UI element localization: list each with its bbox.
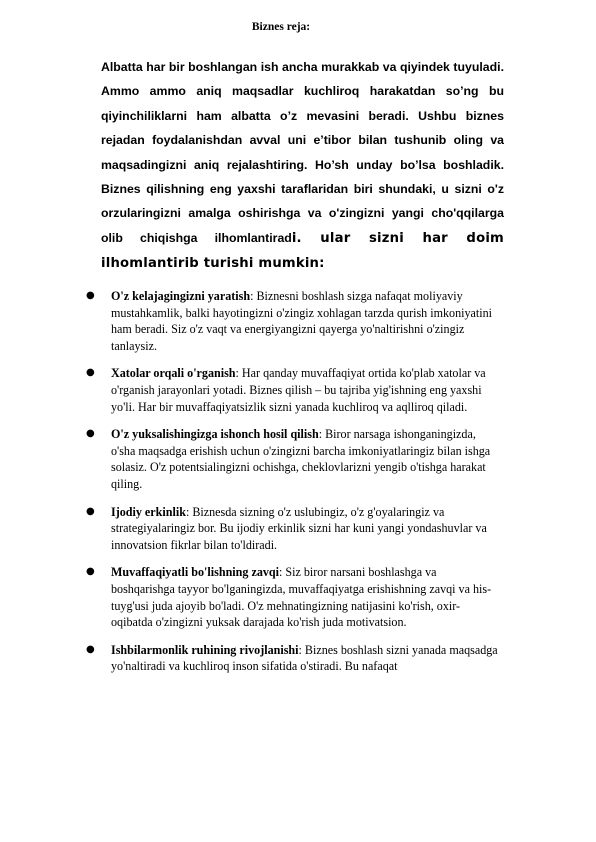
list-item bbox=[0, 365, 501, 415]
item-lead: Ishbilarmonlik ruhining rivojlanishi bbox=[111, 642, 299, 657]
list-item bbox=[0, 288, 501, 354]
intro-paragraph bbox=[101, 55, 504, 277]
bullet-icon: ● bbox=[86, 566, 95, 578]
item-text: : Har qanday muvaffaqiyat ortida ko'plab xatolar va o'rganish jarayonlari yotadi. Biznes qilish – bu tajriba yig'ishning eng yaxshi yo'li. Har bir muvaffaqiyatsizlik sizni yanada kuchliroq va aqlliroq qiladi. bbox=[111, 366, 486, 414]
bullet-icon: ● bbox=[86, 505, 95, 517]
list-item bbox=[0, 504, 501, 554]
item-lead: Muvaffaqiyatli bo'lishning zavqi bbox=[111, 565, 280, 580]
list-item bbox=[0, 564, 501, 630]
item-text: : Biror narsaga ishonganingizda, o'sha maqsadga erishish uchun o'zingizni barcha imkoniyatlaringiz bilan ishga solasiz. O'z potentsialingizni ochishga, cheklovlarizni yengib o'tishga harakat qiling. bbox=[111, 427, 491, 491]
bullet-icon: ● bbox=[86, 643, 95, 655]
item-lead: O'z yuksalishingizga ishonch hosil qilish bbox=[111, 427, 319, 442]
list-item bbox=[0, 426, 501, 492]
intro-tail-text: i. ular sizni har doim ilhomlantirib turishi mumkin: bbox=[101, 230, 504, 272]
bullet-list bbox=[0, 288, 596, 686]
intro-main-text: Albatta har bir boshlangan ish ancha murakkab va qiyindek tuyuladi. Ammo ammo aniq maqsadlar kuchliroq harakatdan so’ng bu qiyinchiliklarni ham albatta o’z mevasini beradi. Ushbu biznes rejadan foydalanishdan avval uni e’tibor bilan tushunib oling va maqsadingizni aniq rejalashtiring. Ho’sh unday bo’lsa boshladik. Biznes qilishning eng yaxshi taraflaridan biri shundaki, u sizni o'z orzularingizni amalga oshirishga va o'zingizni yangi cho'qqilarga olib chiqishga ilhomlantirad bbox=[101, 60, 504, 245]
bullet-icon: ● bbox=[86, 367, 95, 379]
list-item bbox=[0, 642, 501, 675]
item-lead: Ijodiy erkinlik bbox=[111, 504, 186, 519]
item-text: : Biznes boshlash sizni yanada maqsadga yo'naltiradi va kuchliroq inson sifatida o'stiradi. Bu nafaqat bbox=[111, 642, 498, 674]
bullet-icon: ● bbox=[86, 428, 95, 440]
document-title: Biznes reja: bbox=[251, 21, 311, 33]
item-lead: Xatolar orqali o'rganish bbox=[111, 366, 236, 381]
item-text: : Siz biror narsani boshlashga va boshqarishga tayyor bo'lganingizda, muvaffaqiyatga erishishning zavqi va his-tuyg'usi juda ajoyib bo'ladi. O'z mehnatingizning natijasini ko'rish, oxir-oqibatda o'zingizni yuksak darajada ko'rish juda motivatsion. bbox=[111, 565, 492, 630]
item-text: : Biznesda sizning o'z uslubingiz, o'z g'oyalaringiz va strategiyalaringiz bor. Bu ijodiy erkinlik sizni har kuni yangi yondashuvlar va innovatsion fikrlar bilan to'ldiradi. bbox=[111, 504, 487, 552]
bullet-icon: ● bbox=[86, 290, 95, 301]
item-text: : Biznesni boshlash sizga nafaqat moliyaviy mustahkamlik, balki hayotingizni o'zingiz xohlagan tarzda qurish imkoniyatini ham beradi. Siz o'z vaqt va energiyangizni qayerga yo'naltirishni o'zingiz tanlaysiz. bbox=[111, 289, 493, 353]
item-lead: O'z kelajagingizni yaratish bbox=[111, 289, 251, 303]
